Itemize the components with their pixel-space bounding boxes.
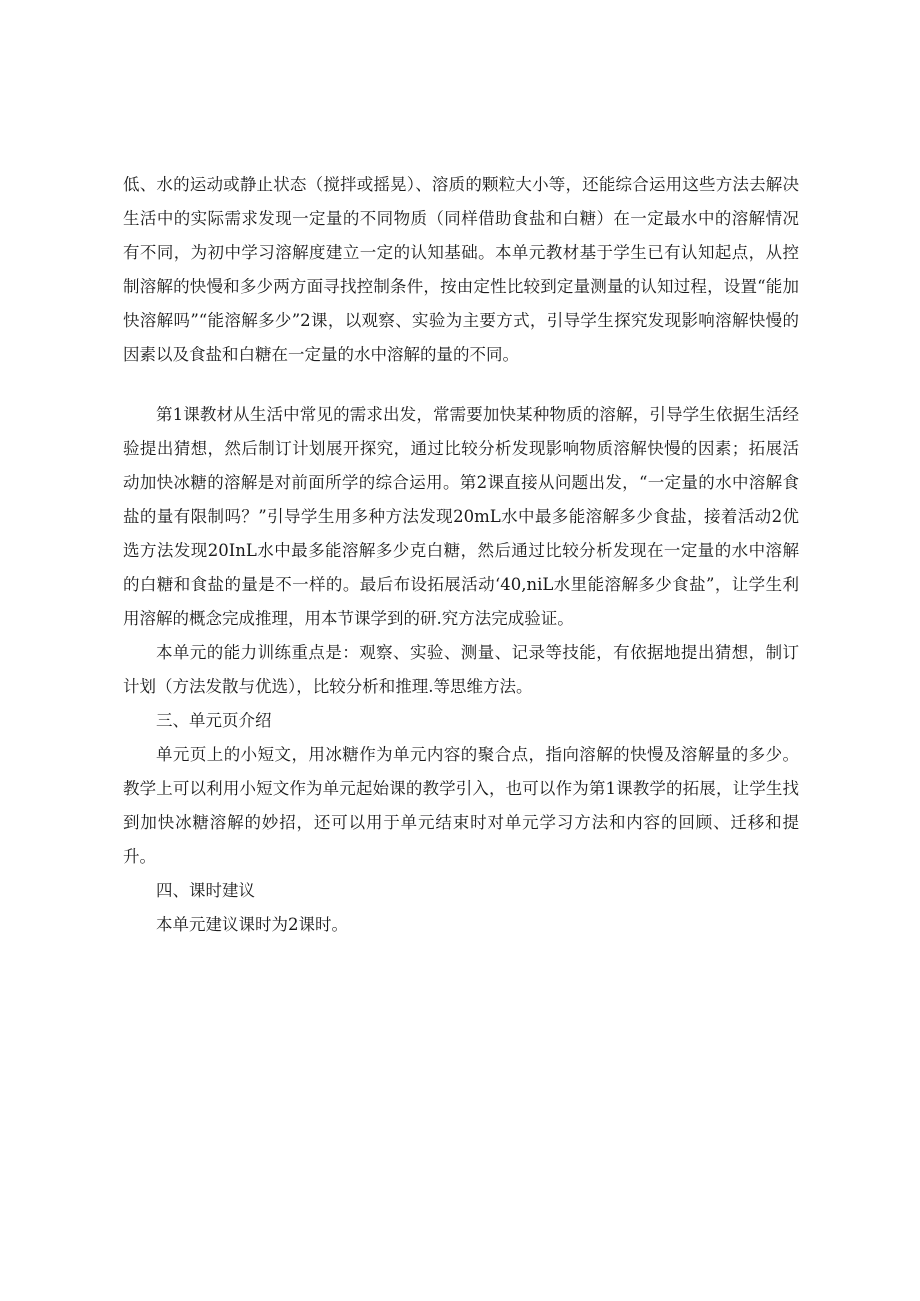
paragraph-unit-overview: 低、水的运动或静止状态（搅拌或摇晃）、溶质的颗粒大小等，还能综合运用这些方法去解决生活中的实际需求发现一定量的不同物质（同样借助食盐和白糖）在一定最水中的溶解情况有不同，为初中学习溶解度建立一定的认知基础。本单元教材基于学生已有认知起点，从控制溶解的快慢和多少两方面寻找控制条件，按由定性比较到定量测量的认知过程，设置“能加快溶解吗”“能溶解多少”2课，以观察、实验为主要方式，引导学生探究发现影响溶解快慢的因素以及食盐和白糖在一定量的水中溶解的量的不同。 [123,175,799,364]
paragraph-unit-page-intro: 单元页上的小短文，用冰糖作为单元内容的聚合点，指向溶解的快慢及溶解量的多少。教学上可以利用小短文作为单元起始课的教学引入，也可以作为第1课教学的拓展，让学生找到加快冰糖溶解的妙招，还可以用于单元结束时对单元学习方法和内容的回顾、迁移和提升。 [123,745,799,866]
section-heading-lesson-hours: 四、课时建议 [156,881,255,900]
paragraph-lesson-1-2: 第1课教材从生活中常见的需求出发，常需要加快某种物质的溶解，引导学生依据生活经验提出猜想，然后制订计划展开探究，通过比较分析发现影响物质溶解快慢的因素；拓展活动加快冰糖的溶解是对前面所学的综合运用。第2课直接从问题出发，“一定量的水中溶解食盐的量有限制吗？”引导学生用多种方法发现20mL水中最多能溶解多少食盐，接着活动2优选方法发现20InL水中最多能溶解多少克白糖，然后通过比较分析发现在一定量的水中溶解的白糖和食盐的量是不一样的。最后布设拓展活动‘40,niL水里能溶解多少食盐”，让学生利用溶解的概念完成推理，用本节课学到的研.究方法完成验证。 [123,405,799,628]
paragraph-ability-focus: 本单元的能力训练重点是：观察、实验、测量、记录等技能，有依据地提出猜想，制订计划（方法发散与优选），比较分析和推理.等思维方法。 [123,643,799,696]
paragraph-lesson-hours: 本单元建议课时为2课时。 [156,915,348,934]
document-body [123,168,799,942]
section-heading-unit-page: 三、单元页介绍 [156,711,272,730]
